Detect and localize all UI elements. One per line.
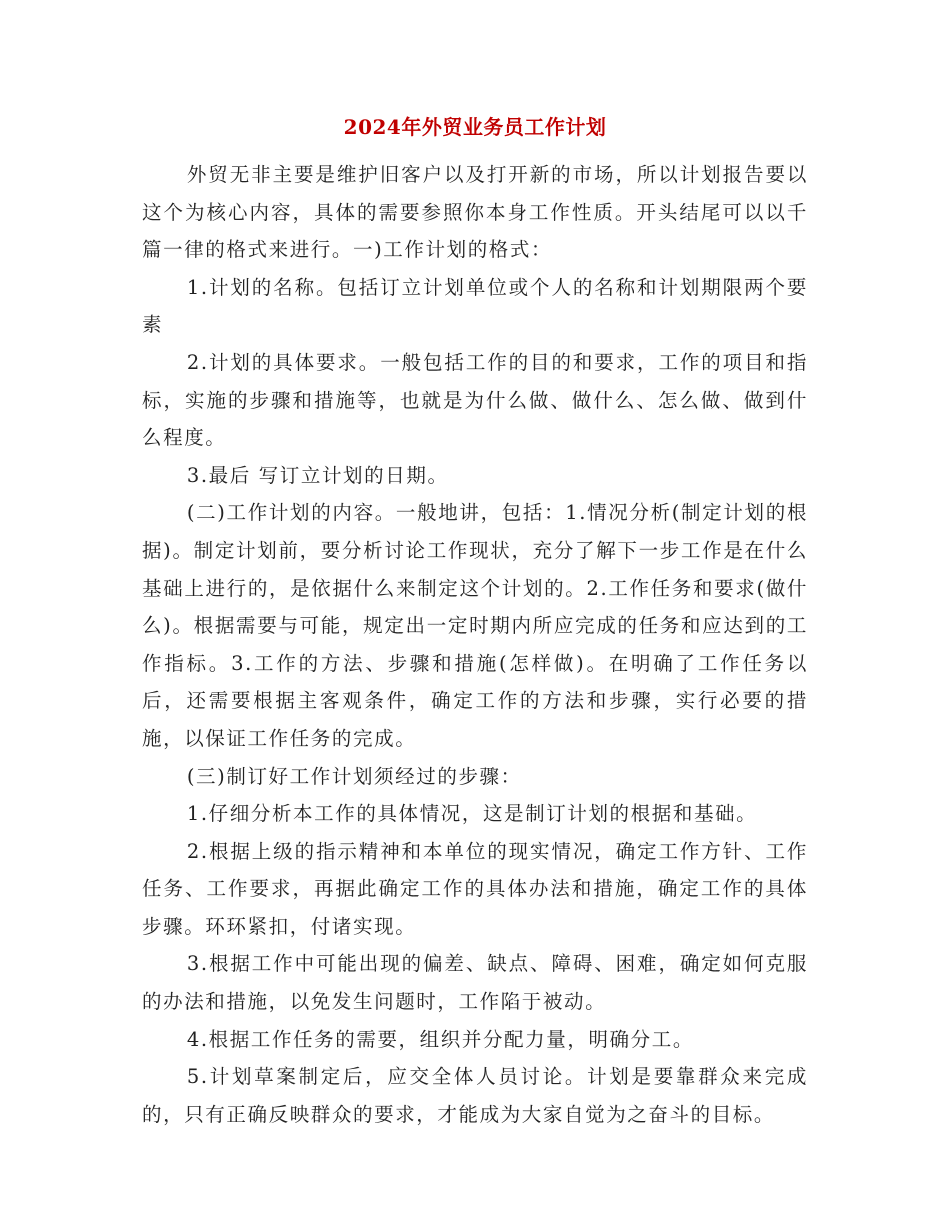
document-body	[142, 156, 808, 1133]
paragraph-format-item-2: 2.计划的具体要求。一般包括工作的目的和要求，工作的项目和指标，实施的步骤和措施等，也就是为什么做、做什么、怎么做、做到什么程度。	[142, 350, 808, 450]
paragraph-step-3: 3.根据工作中可能出现的偏差、缺点、障碍、困难，确定如何克服的办法和措施，以免发生问题时，工作陷于被动。	[142, 952, 808, 1014]
paragraph-intro: 外贸无非主要是维护旧客户以及打开新的市场，所以计划报告要以这个为核心内容，具体的需要参照你本身工作性质。开头结尾可以以千篇一律的格式来进行。一)工作计划的格式：	[142, 163, 808, 262]
paragraph-format-item-3: 3.最后 写订立计划的日期。	[186, 463, 449, 487]
paragraph-step-4: 4.根据工作任务的需要，组织并分配力量，明确分工。	[186, 1027, 694, 1051]
paragraph-plan-content: (二)工作计划的内容。一般地讲，包括：1.情况分析(制定计划的根据)。制定计划前，要分析讨论工作现状，充分了解下一步工作是在什么基础上进行的，是依据什么来制定这个计划的。2.工作任务和要求(做什么)。根据需要与可能，规定出一定时期内所应完成的任务和应达到的工作指标。3.工作的方法、步骤和措施(怎样做)。在明确了工作任务以后，还需要根据主客观条件，确定工作的方法和步骤，实行必要的措施，以保证工作任务的完成。	[142, 501, 808, 750]
paragraph-step-1: 1.仔细分析本工作的具体情况，这是制订计划的根据和基础。	[186, 802, 758, 826]
paragraph-step-2: 2.根据上级的指示精神和本单位的现实情况，确定工作方针、工作任务、工作要求，再据此确定工作的具体办法和措施，确定工作的具体步骤。环环紧扣，付诸实现。	[142, 839, 808, 938]
paragraph-step-5: 5.计划草案制定后，应交全体人员讨论。计划是要靠群众来完成的，只有正确反映群众的要求，才能成为大家自觉为之奋斗的目标。	[142, 1065, 808, 1126]
paragraph-format-item-1: 1.计划的名称。包括订立计划单位或个人的名称和计划期限两个要素	[142, 275, 808, 337]
paragraph-steps-heading: (三)制订好工作计划须经过的步骤：	[186, 764, 522, 788]
document-title: 2024年外贸业务员工作计划	[343, 115, 607, 139]
